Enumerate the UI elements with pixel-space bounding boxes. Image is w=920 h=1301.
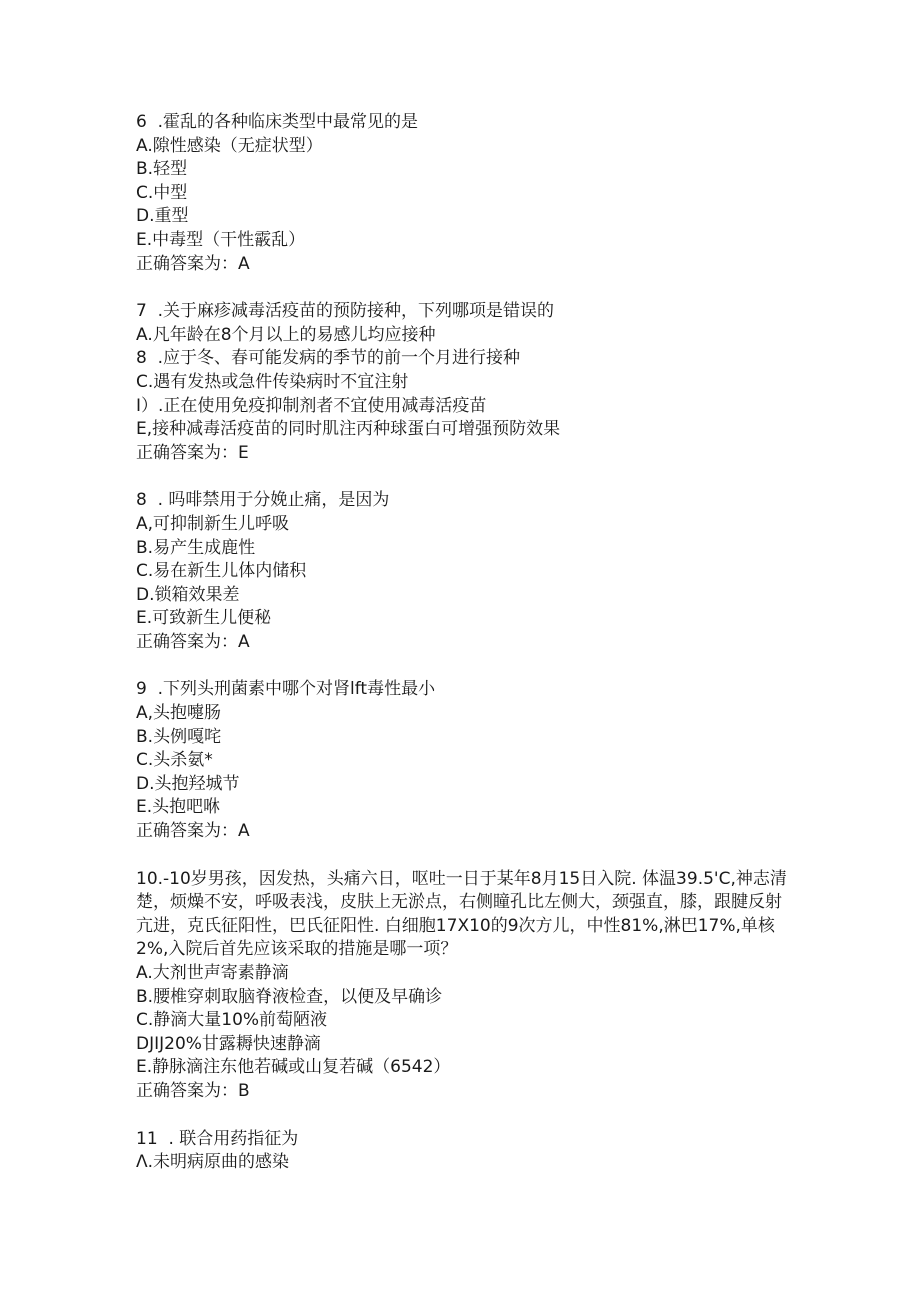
document-page: [136, 111, 816, 1199]
option-e: E.可致新生儿便秘: [136, 608, 272, 629]
question-11: [136, 1128, 816, 1175]
question-8: [136, 489, 816, 654]
option-e: E,接种减毒活疫苗的同时肌注丙种球蛋白可增强预防效果: [136, 419, 561, 440]
option-e: E.头抱吧咻: [136, 797, 221, 818]
option-a: A,可抑制新生儿呼吸: [136, 513, 290, 534]
question-stem: 6 .霍乱的各种临床类型中最常见的是: [136, 112, 419, 132]
answer-line: 正确答案为：B: [136, 1080, 250, 1101]
option-e: E.中毒型（干性霰乱）: [136, 229, 306, 250]
answer-line: 正确答案为：A: [136, 253, 250, 274]
answer-line: 正确答案为：A: [136, 821, 250, 842]
question-6: [136, 111, 816, 276]
option-c: C.静滴大量10%前萄陋液: [136, 1010, 328, 1031]
option-b: B.头例嘎咤: [136, 726, 222, 747]
option-c: C.易在新生儿体内储积: [136, 561, 307, 582]
option-b: B.易产生成鹿性: [136, 537, 256, 558]
option-d: DJIJ20%甘露耨快速静滴: [136, 1033, 321, 1054]
option-d: D.锁箱效果差: [136, 584, 240, 605]
question-7: [136, 300, 816, 465]
answer-line: 正确答案为：A: [136, 631, 250, 652]
option-c: C.中型: [136, 182, 188, 203]
option-e: E.静脉滴注东他若碱或山复若碱（6542）: [136, 1057, 451, 1078]
option-d: I）.正在使用免疫抑制剂者不宜使用减毒活疫苗: [136, 395, 487, 416]
question-stem: 11 . 联合用药指征为: [136, 1128, 299, 1149]
option-a: A.凡年龄在8个月以上的易感儿均应接种: [136, 324, 436, 345]
question-stem: 10.-10岁男孩，因发热，头痛六日，呕吐一日于某年8月15日入院. 体温39.5'C,神志清楚，烦燥不安，呼吸表浅，皮肤上无淤点，右侧瞳孔比左侧大，颈强直，膝，跟腱反射亢进，克氏征阳性，巴氏征阳性. 白细胞17X10的9次方儿，中性81%,淋巴17%,单核2%,入院后首先应该采取的措施是哪一项？: [136, 868, 787, 960]
option-b: B.轻型: [136, 159, 188, 180]
option-d: D.头抱羟城节: [136, 773, 240, 794]
option-b: B.腰椎穿刺取脑脊液检查，以便及早确诊: [136, 986, 443, 1007]
option-c: C.头杀氨*: [136, 750, 213, 771]
question-stem: 8 . 吗啡禁用于分娩止痛，是因为: [136, 490, 390, 511]
question-stem: 7 .关于麻疹减毒活疫苗的预防接种，下列哪项是错误的: [136, 301, 555, 322]
option-a: A.隙性感染（无症状型）: [136, 135, 323, 156]
question-stem: 9 .下列头刑菌素中哪个对肾lft毒性最小: [136, 679, 436, 700]
option-d: D.重型: [136, 206, 189, 227]
option-b: 8 .应于冬、春可能发病的季节的前一个月进行接种: [136, 348, 521, 369]
option-a: Λ.未明病原曲的感染: [136, 1152, 290, 1173]
option-c: C.遇有发热或急件传染病时不宜注射: [136, 371, 409, 392]
question-10: [136, 868, 816, 1104]
answer-line: 正确答案为：E: [136, 442, 249, 463]
option-a: A,头抱嚏肠: [136, 703, 222, 724]
question-9: [136, 678, 816, 843]
option-a: A.大剂世声寄素静滴: [136, 963, 289, 983]
